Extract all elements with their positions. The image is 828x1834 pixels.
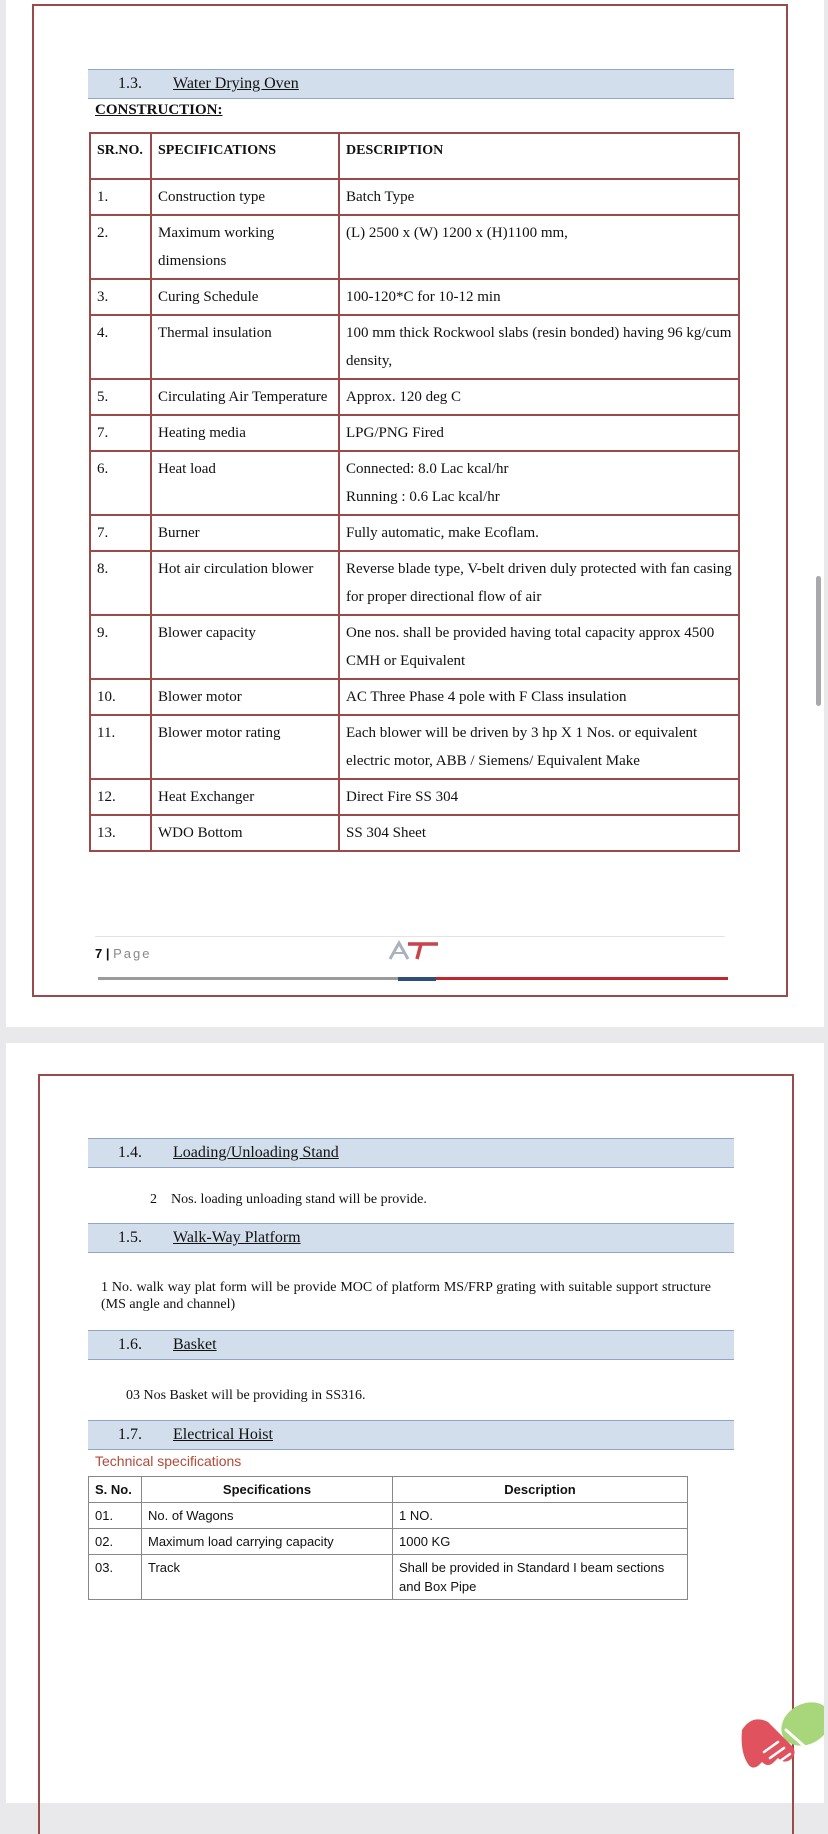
table-row [90,215,739,279]
table-row [90,379,739,415]
cell-sr-no: 8. [90,551,151,615]
handshake-app-icon[interactable] [734,1702,824,1782]
cell-s-no: 02. [89,1529,142,1555]
table-row [90,615,739,679]
cell-specification: Blower motor rating [151,715,339,779]
cell-sr-no: 4. [90,315,151,379]
cell-specification: No. of Wagons [142,1503,393,1529]
cell-sr-no: 3. [90,279,151,315]
section-1-3-header [88,69,734,99]
cell-specification: Heating media [151,415,339,451]
section-title: Basket [173,1336,217,1353]
cell-specification: Curing Schedule [151,279,339,315]
column-header-description: Description [393,1477,688,1503]
cell-sr-no: 10. [90,679,151,715]
footer-divider [95,936,725,937]
electrical-hoist-spec-table [88,1476,688,1600]
cell-description: LPG/PNG Fired [339,415,739,451]
table-row [89,1555,688,1600]
footer-bar-blue [398,977,436,981]
section-1-5-header [88,1223,734,1253]
section-number: 1.5. [118,1229,142,1246]
cell-description: Batch Type [339,179,739,215]
cell-description: 100-120*C for 10-12 min [339,279,739,315]
footer-bar-red [436,977,728,980]
vertical-scrollbar[interactable] [816,576,821,706]
column-header-s-no: S. No. [89,1477,142,1503]
cell-specification: Blower motor [151,679,339,715]
cell-description: AC Three Phase 4 pole with F Class insulation [339,679,739,715]
cell-description: One nos. shall be provided having total capacity approx 4500 CMH or Equivalent [339,615,739,679]
table-row [90,451,739,515]
table-row [90,815,739,851]
footer-bar-gray [98,977,398,980]
table-row [90,715,739,779]
table-header-row [90,133,739,179]
cell-description: Reverse blade type, V-belt driven duly protected with fan casing for proper directional flow of air [339,551,739,615]
construction-label: CONSTRUCTION: [95,102,223,118]
column-header-specification: Specifications [142,1477,393,1503]
cell-specification: Construction type [151,179,339,215]
page-separator: | [105,946,110,961]
cell-specification: Thermal insulation [151,315,339,379]
table-row [90,515,739,551]
table-header-row [89,1477,688,1503]
cell-description: 1 NO. [393,1503,688,1529]
cell-specification: Burner [151,515,339,551]
loading-stand-text: 2 Nos. loading unloading stand will be provide. [150,1192,427,1207]
cell-s-no: 03. [89,1555,142,1600]
cell-sr-no: 2. [90,215,151,279]
cell-sr-no: 12. [90,779,151,815]
cell-sr-no: 9. [90,615,151,679]
cell-specification: Maximum working dimensions [151,215,339,279]
cell-specification: Heat Exchanger [151,779,339,815]
cell-description: Approx. 120 deg C [339,379,739,415]
section-number: 1.4. [118,1144,142,1161]
section-number: 1.7. [118,1426,142,1443]
page-word: Page [113,946,152,961]
cell-sr-no: 7. [90,515,151,551]
column-header-sr-no: SR.NO. [90,133,151,179]
cell-description: Fully automatic, make Ecoflam. [339,515,739,551]
basket-text: 03 Nos Basket will be providing in SS316. [126,1388,366,1403]
cell-description: SS 304 Sheet [339,815,739,851]
table-row [89,1529,688,1555]
section-1-7-header [88,1420,734,1450]
column-header-description: DESCRIPTION [339,133,739,179]
cell-sr-no: 13. [90,815,151,851]
table-row [90,279,739,315]
cell-description: Each blower will be driven by 3 hp X 1 Nos. or equivalent electric motor, ABB / Siemens/ Equivalent Make [339,715,739,779]
cell-sr-no: 1. [90,179,151,215]
table-row [90,551,739,615]
table-row [90,415,739,451]
cell-specification: Maximum load carrying capacity [142,1529,393,1555]
table-row [90,779,739,815]
page-footer [95,946,152,961]
cell-description: Direct Fire SS 304 [339,779,739,815]
water-drying-oven-spec-table [89,132,740,852]
table-row [90,179,739,215]
cell-sr-no: 7. [90,415,151,451]
section-1-6-header [88,1330,734,1360]
table-row [89,1503,688,1529]
table-row [90,315,739,379]
cell-specification: Hot air circulation blower [151,551,339,615]
walkway-text: 1 No. walk way plat form will be provide MOC of platform MS/FRP grating with suitable support structure (MS angle and channel) [101,1280,711,1312]
section-1-4-header [88,1138,734,1168]
cell-specification: Circulating Air Temperature [151,379,339,415]
cell-sr-no: 11. [90,715,151,779]
technical-specifications-heading: Technical specifications [95,1453,242,1469]
cell-description: 100 mm thick Rockwool slabs (resin bonded) having 96 kg/cum density, [339,315,739,379]
table-row [90,679,739,715]
company-logo [388,940,442,960]
section-title: Water Drying Oven [173,75,299,92]
cell-specification: WDO Bottom [151,815,339,851]
page-number: 7 [95,946,103,961]
cell-sr-no: 5. [90,379,151,415]
cell-s-no: 01. [89,1503,142,1529]
cell-specification: Blower capacity [151,615,339,679]
section-number: 1.3. [118,75,142,92]
section-title: Walk-Way Platform [173,1229,301,1246]
column-header-specification: SPECIFICATIONS [151,133,339,179]
section-title: Loading/Unloading Stand [173,1144,339,1161]
cell-description: Shall be provided in Standard I beam sections and Box Pipe [393,1555,688,1600]
cell-sr-no: 6. [90,451,151,515]
cell-description: Connected: 8.0 Lac kcal/hr Running : 0.6 Lac kcal/hr [339,451,739,515]
cell-description: 1000 KG [393,1529,688,1555]
cell-specification: Heat load [151,451,339,515]
section-title: Electrical Hoist [173,1426,273,1443]
cell-specification: Track [142,1555,393,1600]
cell-description: (L) 2500 x (W) 1200 x (H)1100 mm, [339,215,739,279]
section-number: 1.6. [118,1336,142,1353]
